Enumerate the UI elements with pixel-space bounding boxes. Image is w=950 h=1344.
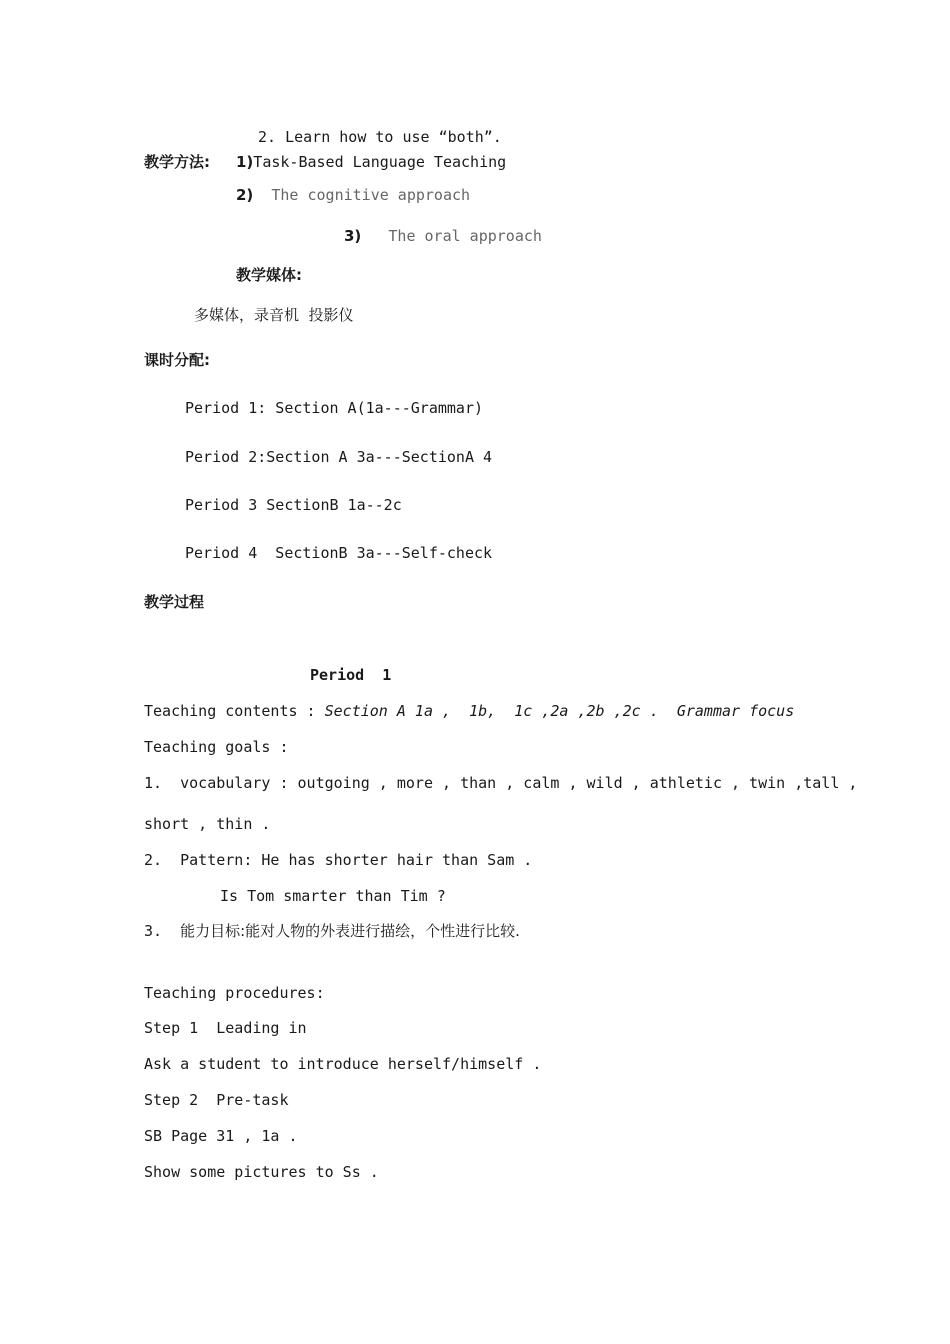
teaching-contents-value: Section A 1a , 1b, 1c ,2a ,2b ,2c . Grammar focus — [324, 702, 795, 720]
process-label: 教学过程 — [144, 593, 205, 611]
period-item: Period 3 SectionB 1a--2c — [185, 496, 402, 514]
step-1-heading: Step 1 Leading in — [144, 1019, 307, 1037]
periods-label: 课时分配: — [144, 351, 210, 369]
step-2-line-2: Show some pictures to Ss . — [144, 1163, 379, 1181]
period-item: Period 1: Section A(1a---Grammar) — [185, 399, 484, 417]
goal-2-line-1: 2. Pattern: He has shorter hair than Sam . — [144, 851, 533, 869]
method-2-number: 2) — [236, 186, 254, 204]
goal-1-line-1: 1. vocabulary : outgoing , more , than , calm , wild , athletic , twin ,tall , — [144, 774, 858, 792]
period-item: Period 4 SectionB 3a---Self-check — [185, 544, 493, 562]
method-1-text: Task-Based Language Teaching — [253, 153, 507, 171]
media-label: 教学媒体: — [236, 266, 302, 284]
goal-2-text: 2. Learn how to use “both”. — [258, 128, 502, 146]
methods-label: 教学方法: — [144, 153, 210, 171]
media-items: 多媒体，录音机 投影仪 — [194, 306, 354, 324]
method-3-text: The oral approach — [388, 227, 542, 245]
teaching-contents-label: Teaching contents : — [144, 702, 325, 720]
teaching-contents — [144, 701, 794, 721]
method-3 — [344, 226, 542, 246]
goal-1-line-2: short , thin . — [144, 815, 271, 833]
step-1-text: Ask a student to introduce herself/himself . — [144, 1055, 542, 1073]
procedures-label: Teaching procedures: — [144, 984, 325, 1002]
goal-2-line-2: Is Tom smarter than Tim ? — [220, 887, 446, 905]
step-2-heading: Step 2 Pre-task — [144, 1091, 289, 1109]
period-item: Period 2:Section A 3a---SectionA 4 — [185, 448, 493, 466]
method-1-number: 1) — [236, 153, 254, 171]
goal-3-text: 能力目标:能对人物的外表进行描绘，个性进行比较. — [180, 922, 520, 940]
teaching-goals-label: Teaching goals : — [144, 738, 289, 756]
goal-3-number: 3. — [144, 922, 181, 940]
method-1 — [236, 152, 506, 172]
method-2 — [236, 185, 470, 205]
method-2-text: The cognitive approach — [271, 186, 471, 204]
method-3-number: 3) — [344, 227, 362, 245]
goal-3 — [144, 921, 520, 941]
step-2-line-1: SB Page 31 , 1a . — [144, 1127, 298, 1145]
period1-title: Period 1 — [310, 666, 392, 684]
